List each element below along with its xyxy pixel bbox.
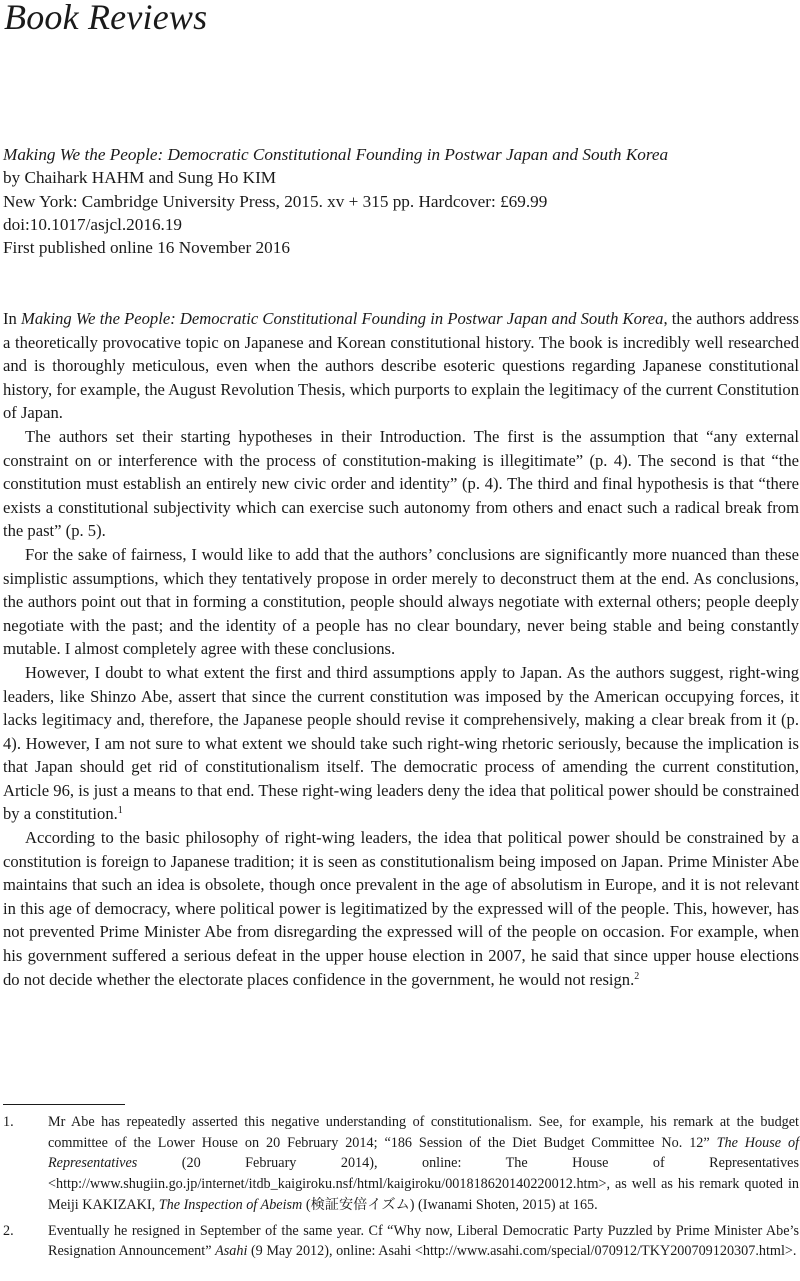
footnote-ref-2[interactable]: 2	[634, 970, 640, 982]
paragraph-1-intro: In	[3, 309, 17, 328]
paragraph-1-book-title: Making We the People: Democratic Constitutional Founding in Postwar Japan and South Korea	[21, 309, 664, 328]
book-bibliographic-info	[3, 143, 793, 259]
footnote-ref-1[interactable]: 1	[117, 805, 123, 817]
footnote-2	[3, 1221, 799, 1262]
footnote-1	[3, 1112, 799, 1216]
footnote-text: (検証安倍イズム) (Iwanami Shoten, 2015) at 165.	[305, 1196, 598, 1213]
footnote-text: (20 February 2014), online: The House of Representatives <http://www.shugiin.go.jp/internet/itdb_kaigiroku.nsf/html/kaigiroku/001818620140220012.htm>, as well as his remark quoted in Meiji KAKIZAKI,	[48, 1155, 800, 1213]
footnote-italic: The Inspection of Abeism	[158, 1196, 303, 1213]
paragraph-4	[3, 661, 799, 826]
footnote-italic: The House of Representatives	[48, 1134, 800, 1172]
review-body	[3, 307, 799, 991]
doi-line: doi:10.1017/asjcl.2016.19	[3, 214, 183, 234]
footnote-number: 2.	[3, 1222, 14, 1239]
paragraph-1-text: , the authors address a theoretically provocative topic on Japanese and Korean constitutional history. The book is incredibly well researched and is thoroughly meticulous, even when the authors describe esoteric questions regarding Japanese constitutional history, for example, the August Revolution Thesis, which purports to explain the legitimacy of the current Constitution of Japan.	[3, 309, 799, 423]
book-publisher: New York: Cambridge University Press, 2015. xv + 315 pp. Hardcover: £69.99	[3, 191, 548, 211]
footnote-number: 1.	[3, 1114, 14, 1130]
footnotes	[3, 1112, 799, 1267]
section-title: Book Reviews	[4, 0, 208, 37]
paragraph-2: The authors set their starting hypotheses in their Introduction. The first is the assumption that “any external constraint on or interference with the process of constitution-making is illegitimate” (p. 4). The second is that “the constitution must establish an entirely new civic order and identity” (p. 4). The third and final hypothesis is that “there exists a constitutional subjectivity which can exercise such autonomy from others and enact such a radical break from the past” (p. 5).	[3, 426, 799, 541]
paragraph-5-text: According to the basic philosophy of right-wing leaders, the idea that political power should be constrained by a constitution is foreign to Japanese tradition; it is seen as constitutionalism being imposed on Japan. Prime Minister Abe maintains that such an idea is obsolete, though once prevalent in the age of absolutism in Europe, and it is not relevant in this age of democracy, where political power is legitimatized by the expressed will of the people. This, however, has not prevented Prime Minister Abe from disregarding the expressed will of the people on occasion. For example, when his government suffered a serious defeat in the upper house election in 2007, he said that since upper house elections do not decide whether the electorate places confidence in the government, he would not resign.	[3, 828, 799, 989]
footnote-text: (9 May 2012), online: Asahi <http://www.asahi.com/special/070912/TKY200709120307.html>.	[250, 1243, 797, 1260]
footnote-italic: Asahi	[215, 1243, 248, 1260]
footnote-divider	[3, 1104, 125, 1105]
paragraph-3: For the sake of fairness, I would like to add that the authors’ conclusions are significantly more nuanced than these simplistic assumptions, which they tentatively propose in order merely to deconstruct them at the end. As conclusions, the authors point out that in forming a constitution, people should always negotiate with external others; people deeply negotiate with the past; and the identity of a people has no clear boundary, never being stable and being constantly mutable. I almost completely agree with these conclusions.	[3, 544, 799, 659]
paragraph-1	[3, 307, 799, 425]
book-title: Making We the People: Democratic Constitutional Founding in Postwar Japan and South Korea	[3, 145, 669, 164]
footnote-text: Mr Abe has repeatedly asserted this negative understanding of constitutionalism. See, for example, his remark at the budget committee of the Lower House on 20 February 2014; “186 Session of the Diet Budget Committee No. 12”	[48, 1114, 799, 1151]
paragraph-5	[3, 826, 799, 991]
publication-date: First published online 16 November 2016	[3, 238, 290, 258]
footnote-text: Eventually he resigned in September of the same year. Cf “Why now, Liberal Democratic Party Puzzled by Prime Minister Abe’s Resignation Announcement”	[48, 1222, 799, 1260]
paragraph-4-text: However, I doubt to what extent the first and third assumptions apply to Japan. As the authors suggest, right-wing leaders, like Shinzo Abe, assert that since the current constitution was imposed by the American occupying forces, it lacks legitimacy and, therefore, the Japanese people should revise it comprehensively, making a clear break from it (p. 4). However, I am not sure to what extent we should take such right-wing rhetoric seriously, because the implication is that Japan should get rid of constitutionalism itself. The democratic process of amending the current constitution, Article 96, is just a means to that end. These right-wing leaders deny the idea that political power should be constrained by a constitution.	[3, 662, 799, 824]
book-authors: by Chaihark HAHM and Sung Ho KIM	[3, 168, 277, 188]
